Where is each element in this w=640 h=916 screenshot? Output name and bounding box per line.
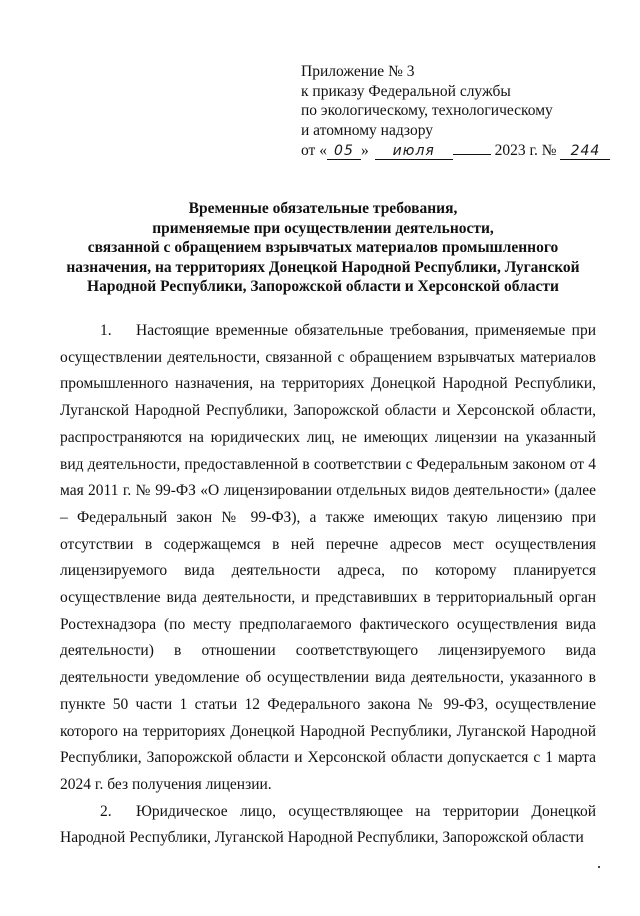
order-date-line: [301, 140, 621, 161]
appendix-line: по экологическому, технологическому: [301, 102, 553, 119]
title-line: Временные обязательные требования,: [188, 200, 458, 217]
appendix-line: Приложение № 3: [301, 63, 415, 80]
paragraph: [60, 318, 596, 799]
paragraph: [60, 799, 596, 852]
handwritten-order-number: 244: [560, 143, 610, 160]
appendix-header: [301, 62, 621, 161]
date-year: 2023 г. №: [494, 142, 557, 159]
document-body: [60, 318, 596, 852]
date-prefix: от «: [301, 142, 327, 159]
title-line: Народной Республики, Запорожской области и Херсонской области: [87, 278, 559, 295]
title-line: связанной с обращением взрывчатых материалов промышленного: [87, 239, 559, 256]
date-mid: »: [360, 142, 369, 159]
paragraph-text: Настоящие временные обязательные требования, применяемые при осуществлении деятельности, связанной с обращением взрывчатых материалов промышленного назначения, на территориях Донецкой Народной Республики, Луганской Народной Республики, Запорожской области и Херсонской области, распространяются на юридических лиц, не имеющих лицензии на указанный вид деятельности, предоставленной в соответствии с Федеральным законом от 4 мая 2011 г. № 99-ФЗ «О лицензировании отдельных видов деятельности» (далее – Федеральный закон № 99-ФЗ), а также имеющих такую лицензию при отсутствии в содержащемся в ней перечне адресов мест осуществления лицензируемого вида деятельности адреса, по которому планируется осуществление вида деятельности, и представивших в территориальный орган Ростехнадзора (по месту предполагаемого фактического осуществления вида деятельности) в отношении соответствующего лицензируемого вида деятельности уведомление об осуществлении вида деятельности, указанного в пункте 50 части 1 статьи 12 Федерального закона № 99-ФЗ, осуществление которого на территориях Донецкой Народной Республики, Луганской Народной Республики, Запорожской области и Херсонской области допускается с 1 марта 2024 г. без получения лицензии.: [60, 322, 596, 793]
date-underline: [453, 140, 491, 155]
title-line: назначения, на территориях Донецкой Народной Республики, Луганской: [66, 258, 580, 276]
paragraph-number: 1.: [100, 322, 112, 339]
handwritten-day: 05: [327, 143, 361, 160]
appendix-line: к приказу Федеральной службы: [301, 82, 511, 100]
paragraph-text: Юридическое лицо, осуществляющее на территории Донецкой Народной Республики, Луганской Народной Республики, Запорожской области: [60, 802, 596, 847]
scan-speck: [598, 866, 600, 868]
title-line: применяемые при осуществлении деятельности,: [152, 219, 494, 237]
handwritten-month: июля: [375, 143, 453, 160]
paragraph-number: 2.: [100, 802, 112, 820]
appendix-line: и атомному надзору: [301, 121, 433, 139]
document-title: [40, 199, 606, 297]
